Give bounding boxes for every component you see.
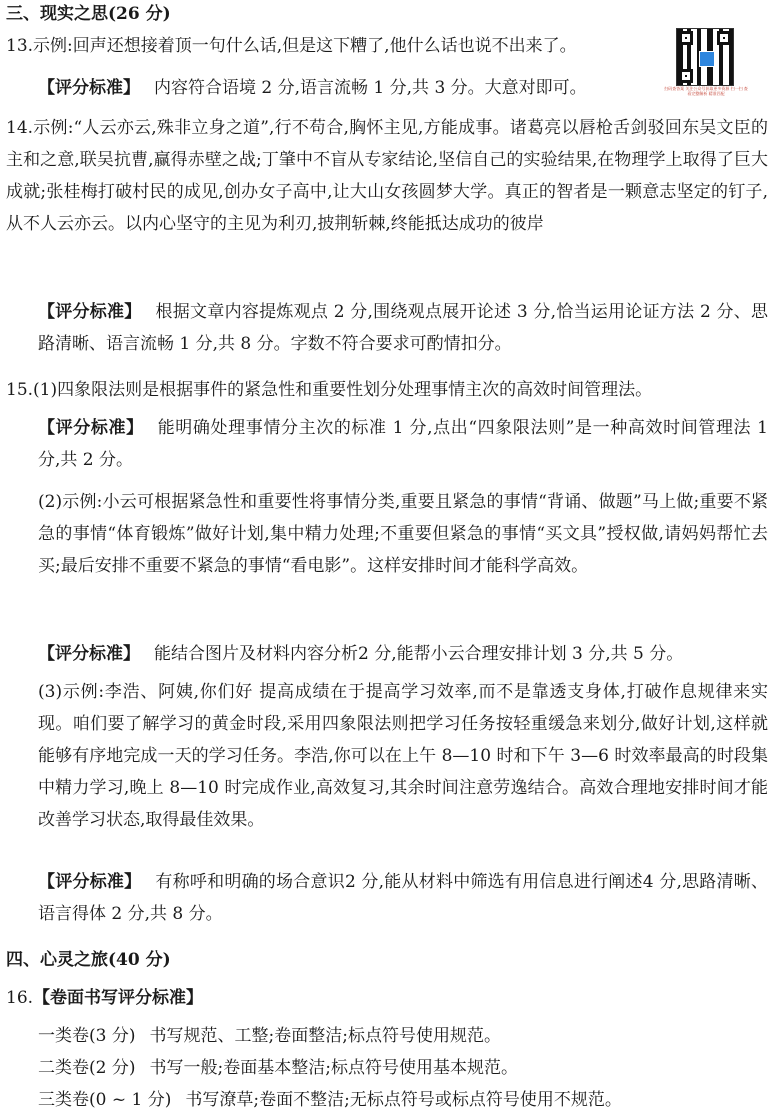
criteria-label: 【评分标准】 — [38, 78, 140, 98]
question-14-answer — [6, 112, 768, 240]
criteria-text: 能结合图片及材料内容分析2 分,能帮小云合理安排计划 3 分,共 5 分。 — [154, 644, 684, 664]
criteria-text: 内容符合语境 2 分,语言流畅 1 分,共 3 分。大意对即可。 — [154, 78, 587, 98]
qr-finder-icon — [717, 31, 731, 45]
question-15-part-3 — [38, 676, 768, 836]
grade-desc: 书写一般;卷面基本整洁;标点符号使用基本规范。 — [149, 1058, 518, 1078]
qr-finder-icon — [679, 69, 693, 83]
criteria-label: 【评分标准】 — [38, 302, 142, 322]
answer-text: 示例:“人云亦云,殊非立身之道”,行不苟合,胸怀主见,方能成事。诸葛亮以唇枪舌剑驳回东吴文臣的主和之意,联吴抗曹,赢得赤壁之战;丁肇中不盲从专家结论,坚信自己的实验结果,在物理学上取得了巨大成就;张桂梅打破村民的成见,创办女子高中,让大山女孩圆梦大学。真正的智者是一颗意志坚定的钉子,从不人云亦云。以内心坚守的主见为利刃,披荆斩棘,终能抵达成功的彼岸 — [6, 118, 768, 234]
question-14-criteria — [38, 296, 768, 360]
question-number: 14. — [6, 118, 34, 138]
criteria-label: 【评分标准】 — [38, 644, 140, 664]
grade-label: 一类卷(3 分) — [38, 1026, 136, 1046]
answer-text: (3)示例:李浩、阿姨,你们好 提高成绩在于提高学习效率,而不是靠透支身体,打破作息规律来实现。咱们要了解学习的黄金时段,采用四象限法则把学习任务按轻重缓急来划分,做好计划,这样就能够有序地完成一天的学习任务。李浩,你可以在上午 8—10 时和下午 3—6 时效率最高的时段集中精力学习,晚上 8—10 时完成作业,高效复习,其余时间注意劳逸结合。高效合理地安排时间才能改善学习状态,取得最佳效果。 — [38, 682, 768, 830]
qr-caption: 扫码查答案 关注公众号获取更多资源 扫一扫 查看完整解析 精准匹配 — [664, 86, 748, 96]
criteria-label: 【评分标准】 — [38, 872, 142, 892]
criteria-text: 根据文章内容提炼观点 2 分,围绕观点展开论述 3 分,恰当运用论证方法 2 分、思路清晰、语言流畅 1 分,共 8 分。字数不符合要求可酌情扣分。 — [38, 302, 768, 354]
grade-label: 二类卷(2 分) — [38, 1058, 136, 1078]
qr-logo-icon — [699, 51, 715, 67]
grade-desc: 书写潦草;卷面不整洁;无标点符号或标点符号使用不规范。 — [185, 1090, 622, 1110]
question-16-heading — [6, 982, 768, 1014]
question-13-criteria — [38, 72, 658, 104]
answer-text: 示例:回声还想接着顶一句什么话,但是这下糟了,他什么话也说不出来了。 — [33, 36, 577, 56]
qr-code[interactable] — [676, 28, 734, 86]
question-number: 15. — [6, 380, 34, 400]
question-15-part-2 — [38, 486, 768, 582]
criteria-text: 能明确处理事情分主次的标准 1 分,点出“四象限法则”是一种高效时间管理法 1 分,共 2 分。 — [38, 418, 768, 470]
criteria-label: 【评分标准】 — [38, 418, 144, 438]
question-15-criteria-2 — [38, 638, 768, 670]
grade-level-row — [38, 1052, 768, 1084]
question-15-criteria-3 — [38, 866, 768, 930]
answer-text: (1)四象限法则是根据事件的紧急性和重要性划分处理事情主次的高效时间管理法。 — [33, 380, 653, 400]
criteria-text: 有称呼和明确的场合意识2 分,能从材料中筛选有用信息进行阐述4 分,思路清晰、语言得体 2 分,共 8 分。 — [38, 872, 769, 924]
answer-text: (2)示例:小云可根据紧急性和重要性将事情分类,重要且紧急的事情“背诵、做题”马上做;重要不紧急的事情“体育锻炼”做好计划,集中精力处理;不重要但紧急的事情“买文具”授权做,请妈妈帮忙去买;最后安排不重要不紧急的事情“看电影”。这样安排时间才能科学高效。 — [38, 492, 768, 576]
grade-desc: 书写规范、工整;卷面整洁;标点符号使用规范。 — [149, 1026, 501, 1046]
grade-level-row — [38, 1020, 768, 1052]
question-15-criteria-1 — [38, 412, 768, 476]
qr-finder-icon — [679, 31, 693, 45]
question-15-part-1 — [6, 374, 768, 406]
grade-level-row — [38, 1084, 768, 1116]
section-title-spirit: 四、心灵之旅(40 分) — [6, 950, 171, 970]
heading-text: 【卷面书写评分标准】 — [33, 988, 204, 1008]
question-number: 16. — [6, 988, 34, 1008]
grade-label: 三类卷(0 ~ 1 分) — [38, 1090, 172, 1110]
section-title-reality: 三、现实之思(26 分) — [6, 4, 171, 24]
question-13-answer — [6, 30, 656, 62]
question-number: 13. — [6, 36, 34, 56]
